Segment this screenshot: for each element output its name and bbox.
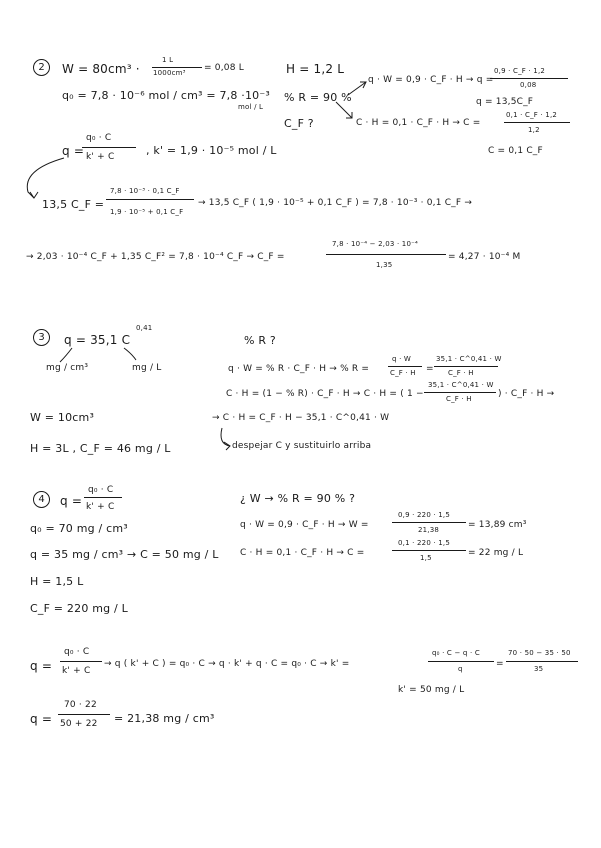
problem-4-number: 4 [33,491,50,508]
p2-q-result: q = 13,5C_F [476,97,534,107]
p3-l2-tail: ) · C_F · H → [498,389,555,399]
p2-line4-lead: → 2,03 · 10⁻⁴ C_F + 1,35 C_F² = 7,8 · 10⁻⁴ C_F → C_F = [26,252,285,262]
p4-w-bar [392,522,466,523]
p4-k-equals: = [496,659,504,669]
p4-w-lead: q · W = 0,9 · C_F · H → W = [240,520,369,530]
p4-h: H = 1,5 L [30,575,84,588]
p3-l1-den2: C_F · H [448,369,474,377]
problem-3-number: 3 [33,329,50,346]
p2-w-frac-num: 1 L [162,56,174,64]
p4-k-den2: q [458,665,463,673]
p4-k-den1: k' + C [62,666,91,676]
p4-k-lead: q = [30,659,53,673]
p3-l2-bar [424,392,496,393]
p2-qeq-lead: q = [62,144,85,158]
p4-final-bar [58,714,110,715]
p2-line4-bar [326,254,446,255]
p3-h-cf: H = 3L , C_F = 46 mg / L [30,442,171,455]
p4-final-result: = 21,38 mg / cm³ [114,712,215,725]
p3-l2-num: 35,1 · C^0,41 · W [428,381,494,389]
p2-line3-bar [106,199,194,200]
p4-k-result: k' = 50 mg / L [398,685,465,695]
p2-qw-bar [490,78,568,79]
p2-k-value: , k' = 1,9 · 10⁻⁵ mol / L [146,144,277,157]
p4-k-bar1 [60,661,102,662]
p2-line3-den: 1,9 · 10⁻⁵ + 0,1 C_F [110,208,184,216]
p2-ch-den: 1,2 [528,126,540,134]
p2-qw-den: 0,08 [520,81,537,89]
p4-w-num: 0,9 · 220 · 1,5 [398,511,450,519]
p3-unit-right: mg / L [132,363,162,373]
p3-q-eq: q = 35,1 C [64,333,131,347]
p2-qw-lead: q · W = 0,9 · C_F · H → q = [368,75,494,85]
curve-arrow-q-to-line3 [27,158,64,198]
p4-q-num: q₀ · C [88,485,114,495]
p4-c-den: 1,5 [420,554,432,562]
p3-q-exponent: 0,41 [136,324,153,332]
p2-cf-question: C_F ? [284,117,314,130]
p4-q-den: k' + C [86,502,115,512]
p3-l1-den: C_F · H [390,369,416,377]
p2-ch-bar [504,122,570,123]
p3-l2-lead: C · H = (1 − % R) · C_F · H → C · H = ( 1 − [226,389,424,399]
p4-q-c: q = 35 mg / cm³ → C = 50 mg / L [30,548,219,561]
despejar-curve-arrow [221,428,230,446]
problem-2-number: 2 [33,59,50,76]
p3-percent-r: % R ? [244,334,276,347]
p4-k-num1: q₀ · C [64,647,90,657]
p4-k-num3: 70 · 50 − 35 · 50 [508,649,571,657]
p4-q0: q₀ = 70 mg / cm³ [30,522,128,535]
p2-qeq-bar [82,147,136,148]
p4-cf: C_F = 220 mg / L [30,602,128,615]
p3-l1-bar2 [434,366,498,367]
p2-w-result: = 0,08 L [204,63,244,73]
p2-q0-lead: q₀ = 7,8 · 10⁻⁶ mol / cm³ = 7,8 ·10⁻³ [62,89,270,102]
arrow-to-unit-left [60,348,72,362]
p2-c-result: C = 0,1 C_F [488,146,543,156]
p4-k-num2: q₀ · C − q · C [432,649,480,657]
p4-final-den: 50 + 22 [60,719,98,729]
p3-w: W = 10cm³ [30,411,95,424]
p4-c-result: = 22 mg / L [468,548,524,558]
p3-l2-den: C_F · H [446,395,472,403]
p2-ch-lead: C · H = 0,1 · C_F · H → C = [356,118,481,128]
p2-line4-den: 1,35 [376,261,393,269]
p2-w-frac-den: 1000cm³ [153,69,186,77]
p3-l1-bar [388,366,422,367]
p4-c-lead: C · H = 0,1 · C_F · H → C = [240,548,365,558]
arrow-to-unit-right [124,348,136,360]
p4-w-den: 21,38 [418,526,440,534]
p2-q0-unit: mol / L [238,103,264,111]
p2-line4-num: 7,8 · 10⁻⁴ − 2,03 · 10⁻⁴ [332,240,419,248]
p2-line3-tail: → 13,5 C_F ( 1,9 · 10⁻⁵ + 0,1 C_F ) = 7,8 · 10⁻³ · 0,1 C_F → [198,198,473,208]
p4-final-num: 70 · 22 [64,700,97,710]
p2-line3-lead: 13,5 C_F = [42,198,105,211]
p2-w-lead: W = 80cm³ · [62,62,140,76]
p3-l4: despejar C y sustituirlo arriba [232,441,372,451]
p3-l1-lead: q · W = % R · C_F · H → % R = [228,364,370,374]
p4-k-bar3 [506,661,578,662]
p2-w-frac-bar [152,67,202,68]
arrow-to-ch [336,102,352,118]
p4-q-bar [84,497,122,498]
p2-qw-num: 0,9 · C_F · 1,2 [494,67,546,75]
p2-line3-num: 7,8 · 10⁻³ · 0,1 C_F [110,187,180,195]
p3-l1-num: q · W [392,355,412,363]
p4-c-bar [392,550,466,551]
p4-k-den3: 35 [534,665,544,673]
p2-qeq-den: k' + C [86,152,115,162]
p4-final-lead: q = [30,712,53,726]
p2-line4-result: = 4,27 · 10⁻⁴ M [448,252,521,262]
p4-question: ¿ W → % R = 90 % ? [240,492,356,505]
p4-k-mid: → q ( k' + C ) = q₀ · C → q · k' + q · C = q₀ · C → k' = [104,659,350,669]
p2-percent-r: % R = 90 % [284,91,352,104]
p3-l3: → C · H = C_F · H − 35,1 · C^0,41 · W [212,413,390,423]
p2-h: H = 1,2 L [286,62,345,76]
p4-k-bar2 [428,661,494,662]
p4-c-num: 0,1 · 220 · 1,5 [398,539,450,547]
p4-w-result: = 13,89 cm³ [468,520,527,530]
p2-qeq-num: q₀ · C [86,133,112,143]
p3-unit-left: mg / cm³ [46,363,89,373]
p2-ch-num: 0,1 · C_F · 1,2 [506,111,558,119]
p3-l1-equals: = [426,364,434,374]
p4-q-lead: q = [60,494,83,508]
p3-l1-num2: 35,1 · C^0,41 · W [436,355,502,363]
